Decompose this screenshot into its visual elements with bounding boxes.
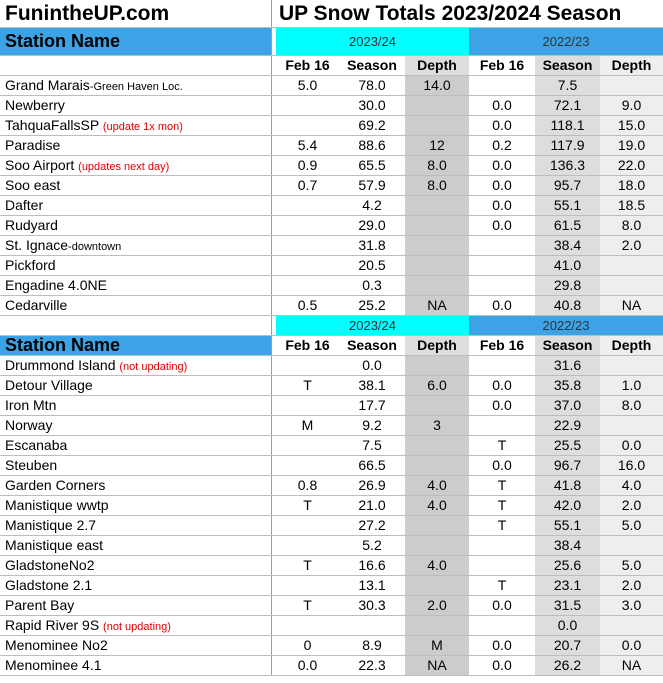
value-season-current: 22.3 [358, 657, 386, 673]
value-feb16-current [276, 396, 339, 415]
station-name [0, 176, 272, 195]
value-season-previous: 35.8 [535, 376, 600, 395]
value-season-current: 17.7 [358, 397, 386, 413]
value-depth-current: NA [405, 296, 469, 315]
station-name [0, 296, 272, 315]
value-depth-current [405, 456, 469, 475]
value-season-current: 66.5 [358, 457, 386, 473]
value-season-previous: 72.1 [535, 96, 600, 115]
col-header-feb16-previous: Feb 16 [469, 56, 535, 75]
value-feb16-current: M [301, 417, 314, 433]
table-row [0, 616, 663, 636]
station-name [0, 576, 272, 595]
value-feb16-current: 0.9 [297, 157, 318, 173]
value-season-previous: 40.8 [535, 296, 600, 315]
value-season-current: 25.2 [358, 297, 386, 313]
table-row [0, 356, 663, 376]
value-season-current: 5.2 [362, 537, 382, 553]
station-note: (not updating) [103, 621, 171, 633]
value-feb16-current: T [303, 597, 312, 613]
value-season-previous: 31.6 [535, 356, 600, 375]
value-feb16-current: 5.4 [297, 137, 318, 153]
table-row [0, 196, 663, 216]
value-season-previous: 25.6 [535, 556, 600, 575]
value-feb16-current [276, 96, 339, 115]
value-feb16-current: 0.0 [297, 657, 318, 673]
season-previous-label: 2022/23 [469, 316, 663, 335]
value-depth-previous: 5.0 [600, 556, 663, 575]
value-depth-previous [600, 276, 663, 295]
value-feb16-current: T [303, 557, 312, 573]
station-name-text: Norway [5, 417, 53, 433]
value-season-current: 69.2 [358, 117, 386, 133]
table-row [0, 276, 663, 296]
value-depth-current: 2.0 [405, 596, 469, 615]
value-depth-current [405, 436, 469, 455]
value-depth-current: 12 [405, 136, 469, 155]
value-depth-previous: 4.0 [600, 476, 663, 495]
value-season-current: 30.0 [358, 97, 386, 113]
value-depth-current [405, 96, 469, 115]
table-row [0, 476, 663, 496]
table-row [0, 176, 663, 196]
station-location-detail: -downtown [68, 241, 122, 253]
section2-season-row [0, 316, 663, 336]
value-depth-previous [600, 356, 663, 375]
value-season-previous: 25.5 [535, 436, 600, 455]
station-name-text: Manistique east [5, 537, 104, 553]
value-depth-previous: 1.0 [600, 376, 663, 395]
station-name [0, 596, 272, 615]
value-season-current: 8.9 [362, 637, 382, 653]
value-season-previous: 136.3 [535, 156, 600, 175]
station-name-text: Newberry [5, 97, 65, 113]
station-name-text: Iron Mtn [5, 397, 57, 413]
table-row [0, 596, 663, 616]
value-depth-current: 8.0 [405, 156, 469, 175]
value-feb16-current [276, 436, 339, 455]
table-row [0, 216, 663, 236]
value-depth-current: 14.0 [405, 76, 469, 95]
value-depth-previous: 3.0 [600, 596, 663, 615]
col-header-depth-current: Depth [405, 336, 469, 355]
value-season-current: 31.8 [358, 237, 386, 253]
station-name-text: Engadine 4.0NE [5, 277, 107, 293]
col-header-season-current: Season [339, 336, 405, 355]
station-name [0, 196, 272, 215]
table-row [0, 296, 663, 316]
value-depth-previous: 0.0 [600, 436, 663, 455]
value-season-previous: 37.0 [535, 396, 600, 415]
value-season-previous: 41.8 [535, 476, 600, 495]
value-depth-previous [600, 616, 663, 635]
station-name-text: Escanaba [5, 437, 68, 453]
value-feb16-previous [469, 256, 535, 275]
station-name [0, 376, 272, 395]
value-feb16-previous: 0.0 [492, 377, 512, 393]
value-feb16-previous: 0.0 [492, 637, 512, 653]
value-feb16-previous: T [497, 477, 507, 493]
station-name-text: Gladstone 2.1 [5, 577, 93, 593]
value-feb16-previous [469, 616, 535, 635]
station-name [0, 76, 272, 95]
value-feb16-previous: 0.0 [492, 597, 512, 613]
value-depth-previous [600, 536, 663, 555]
station-name-text: Menominee 4.1 [5, 657, 102, 673]
station-name [0, 136, 272, 155]
station-note: (updates next day) [78, 161, 170, 173]
value-feb16-previous: 0.2 [492, 137, 512, 153]
value-feb16-current [276, 256, 339, 275]
section1-header-row [0, 28, 663, 56]
value-season-current: 21.0 [358, 497, 386, 513]
site-name: FunintheUP.com [0, 0, 272, 27]
value-season-current: 7.5 [362, 437, 382, 453]
value-feb16-current [276, 536, 339, 555]
station-location-detail: -Green Haven Loc. [89, 81, 183, 93]
value-depth-current [405, 236, 469, 255]
value-depth-current [405, 276, 469, 295]
station-name-text: Manistique wwtp [5, 497, 109, 513]
section2-header-row [0, 336, 663, 356]
value-depth-previous [600, 256, 663, 275]
value-depth-previous: 9.0 [600, 96, 663, 115]
col-header-depth-previous: Depth [600, 336, 663, 355]
value-season-current: 88.6 [358, 137, 386, 153]
value-season-current: 26.9 [358, 477, 386, 493]
value-season-previous: 95.7 [535, 176, 600, 195]
value-feb16-current [276, 216, 339, 235]
blank-cell [0, 316, 272, 335]
value-feb16-current: 0.7 [297, 177, 318, 193]
value-season-previous: 20.7 [535, 636, 600, 655]
value-season-current: 0.3 [362, 277, 382, 293]
value-season-previous: 96.7 [535, 456, 600, 475]
station-name-text: Parent Bay [5, 597, 75, 613]
station-name [0, 116, 272, 135]
value-depth-previous: NA [600, 656, 663, 675]
value-season-previous: 38.4 [535, 536, 600, 555]
value-season-current: 9.2 [362, 417, 382, 433]
value-depth-current [405, 576, 469, 595]
value-depth-current: 4.0 [405, 476, 469, 495]
table-row [0, 96, 663, 116]
value-season-current: 65.5 [358, 157, 386, 173]
value-feb16-current [276, 116, 339, 135]
season-previous-label: 2022/23 [469, 28, 663, 55]
table-row [0, 656, 663, 676]
station-name [0, 636, 272, 655]
blank-cell [0, 56, 272, 75]
value-feb16-previous: 0.0 [492, 157, 512, 173]
value-feb16-current: 0 [303, 637, 312, 653]
value-feb16-current: T [303, 497, 312, 513]
value-depth-current [405, 116, 469, 135]
value-feb16-current [276, 196, 339, 215]
value-season-current: 57.9 [358, 177, 386, 193]
value-season-previous: 0.0 [535, 616, 600, 635]
station-name [0, 496, 272, 515]
station-name-header: Station Name [0, 336, 272, 355]
value-depth-current: 4.0 [405, 496, 469, 515]
station-name [0, 436, 272, 455]
value-season-previous: 55.1 [535, 516, 600, 535]
station-name [0, 516, 272, 535]
value-feb16-current [276, 276, 339, 295]
value-depth-previous: 19.0 [600, 136, 663, 155]
value-feb16-previous [469, 76, 535, 95]
value-feb16-previous [469, 356, 535, 375]
station-name [0, 616, 272, 635]
value-season-previous: 22.9 [535, 416, 600, 435]
value-feb16-previous: 0.0 [492, 117, 512, 133]
value-depth-current: M [405, 636, 469, 655]
table-row [0, 456, 663, 476]
station-name [0, 156, 272, 175]
station-name-text: Detour Village [5, 377, 93, 393]
title-row [0, 0, 663, 28]
value-season-current: 13.1 [358, 577, 386, 593]
value-depth-previous: 2.0 [600, 496, 663, 515]
value-season-previous: 26.2 [535, 656, 600, 675]
col-header-depth-previous: Depth [600, 56, 663, 75]
value-feb16-previous: 0.0 [492, 97, 512, 113]
value-season-previous: 38.4 [535, 236, 600, 255]
value-depth-previous: 2.0 [600, 236, 663, 255]
value-feb16-previous: T [497, 517, 507, 533]
table-row [0, 556, 663, 576]
value-depth-previous [600, 76, 663, 95]
table-row [0, 116, 663, 136]
value-depth-current [405, 356, 469, 375]
station-name [0, 256, 272, 275]
value-season-current: 29.0 [358, 217, 386, 233]
station-note: (not updating) [119, 361, 188, 373]
value-depth-previous: 18.0 [600, 176, 663, 195]
value-feb16-current: 5.0 [297, 77, 318, 93]
value-depth-previous: NA [600, 296, 663, 315]
value-season-current [339, 616, 405, 635]
value-season-current: 78.0 [358, 77, 386, 93]
value-depth-previous: 2.0 [600, 576, 663, 595]
station-name-text: Rudyard [5, 217, 58, 233]
value-depth-current [405, 536, 469, 555]
col-header-season-previous: Season [535, 336, 600, 355]
value-depth-current: 6.0 [405, 376, 469, 395]
table-row [0, 576, 663, 596]
station-name-text: Dafter [5, 197, 44, 213]
table-row [0, 156, 663, 176]
value-season-previous: 42.0 [535, 496, 600, 515]
value-depth-current [405, 196, 469, 215]
value-depth-previous: 18.5 [600, 196, 663, 215]
table-row [0, 636, 663, 656]
table-row [0, 376, 663, 396]
station-name [0, 96, 272, 115]
station-name [0, 276, 272, 295]
value-depth-previous: 8.0 [600, 216, 663, 235]
value-feb16-previous: T [497, 577, 507, 593]
station-name-text: Soo east [5, 177, 61, 193]
station-name-text: Drummond Island [5, 357, 116, 373]
value-season-current: 38.1 [358, 377, 386, 393]
value-season-previous: 7.5 [535, 76, 600, 95]
season-current-label: 2023/24 [276, 316, 469, 335]
value-feb16-previous [469, 536, 535, 555]
value-feb16-current: 0.5 [297, 297, 318, 313]
table-row [0, 436, 663, 456]
station-name [0, 556, 272, 575]
value-season-current: 16.6 [358, 557, 386, 573]
station-name-text: Paradise [5, 137, 61, 153]
value-feb16-current [276, 456, 339, 475]
station-name-text: Soo Airport [5, 157, 75, 173]
station-name [0, 536, 272, 555]
value-season-previous: 31.5 [535, 596, 600, 615]
station-name-text: Steuben [5, 457, 58, 473]
table-row [0, 516, 663, 536]
value-feb16-current [276, 236, 339, 255]
value-season-previous: 29.8 [535, 276, 600, 295]
value-season-previous: 117.9 [535, 136, 600, 155]
value-feb16-previous [469, 416, 535, 435]
station-name-text: Garden Corners [5, 477, 106, 493]
station-name [0, 476, 272, 495]
value-feb16-current [276, 616, 339, 635]
value-feb16-previous: 0.0 [492, 397, 512, 413]
station-name-text: Cedarville [5, 297, 68, 313]
value-depth-previous: 0.0 [600, 636, 663, 655]
station-name-text: Grand Marais [5, 77, 90, 93]
value-feb16-previous [469, 236, 535, 255]
table-row [0, 396, 663, 416]
table-row [0, 136, 663, 156]
value-feb16-current [276, 576, 339, 595]
station-name [0, 356, 272, 375]
table-row [0, 496, 663, 516]
value-depth-current: 3 [405, 416, 469, 435]
col-header-season-previous: Season [535, 56, 600, 75]
station-name [0, 396, 272, 415]
station-name-text: St. Ignace [5, 237, 69, 253]
value-depth-previous: 16.0 [600, 456, 663, 475]
value-feb16-current [276, 356, 339, 375]
value-feb16-previous [469, 276, 535, 295]
section2-rows [0, 356, 663, 676]
value-season-previous: 23.1 [535, 576, 600, 595]
value-feb16-previous: 0.0 [492, 457, 512, 473]
value-feb16-current: 0.8 [297, 477, 318, 493]
table-row [0, 256, 663, 276]
value-depth-current [405, 396, 469, 415]
col-header-depth-current: Depth [405, 56, 469, 75]
value-season-previous: 41.0 [535, 256, 600, 275]
column-header-row [0, 56, 663, 76]
value-depth-current [405, 616, 469, 635]
station-name-text: GladstoneNo2 [5, 557, 95, 573]
value-feb16-previous: 0.0 [492, 297, 512, 313]
value-depth-current [405, 516, 469, 535]
value-feb16-current [276, 516, 339, 535]
value-season-current: 4.2 [362, 197, 382, 213]
value-depth-current [405, 216, 469, 235]
section1-rows [0, 76, 663, 316]
col-header-season-current: Season [339, 56, 405, 75]
value-season-previous: 118.1 [535, 116, 600, 135]
value-depth-previous: 22.0 [600, 156, 663, 175]
value-feb16-previous: 0.0 [492, 197, 512, 213]
value-season-current: 0.0 [362, 357, 382, 373]
station-name-text: Manistique 2.7 [5, 517, 97, 533]
station-name-text: Pickford [5, 257, 56, 273]
station-name [0, 456, 272, 475]
value-feb16-current: T [303, 377, 312, 393]
table-row [0, 76, 663, 96]
value-depth-current: 8.0 [405, 176, 469, 195]
value-feb16-previous: T [497, 497, 507, 513]
station-name-text: Menominee No2 [5, 637, 108, 653]
col-header-feb16-current: Feb 16 [276, 336, 339, 355]
station-name-text: TahquaFallsSP [5, 117, 99, 133]
station-name [0, 236, 272, 255]
value-season-current: 27.2 [358, 517, 386, 533]
value-depth-previous: 5.0 [600, 516, 663, 535]
value-depth-previous: 15.0 [600, 116, 663, 135]
value-depth-previous [600, 416, 663, 435]
station-name [0, 416, 272, 435]
value-feb16-previous: 0.0 [492, 217, 512, 233]
station-name-header: Station Name [0, 28, 272, 55]
season-current-label: 2023/24 [276, 28, 469, 55]
col-header-feb16-current: Feb 16 [276, 56, 339, 75]
station-note: (update 1x mon) [102, 121, 183, 133]
value-depth-previous: 8.0 [600, 396, 663, 415]
value-feb16-previous [469, 556, 535, 575]
value-feb16-previous: 0.0 [492, 657, 512, 673]
value-depth-current [405, 256, 469, 275]
value-depth-current: 4.0 [405, 556, 469, 575]
station-name-text: Rapid River 9S [5, 617, 100, 633]
station-name [0, 216, 272, 235]
station-name [0, 656, 272, 675]
value-season-previous: 55.1 [535, 196, 600, 215]
value-depth-current: NA [405, 656, 469, 675]
table-row [0, 536, 663, 556]
table-row [0, 236, 663, 256]
value-season-previous: 61.5 [535, 216, 600, 235]
value-feb16-previous: T [497, 437, 507, 453]
page-title: UP Snow Totals 2023/2024 Season [279, 2, 622, 25]
value-season-current: 20.5 [358, 257, 386, 273]
table-row [0, 416, 663, 436]
value-feb16-previous: 0.0 [492, 177, 512, 193]
col-header-feb16-previous: Feb 16 [469, 336, 535, 355]
value-season-current: 30.3 [358, 597, 386, 613]
